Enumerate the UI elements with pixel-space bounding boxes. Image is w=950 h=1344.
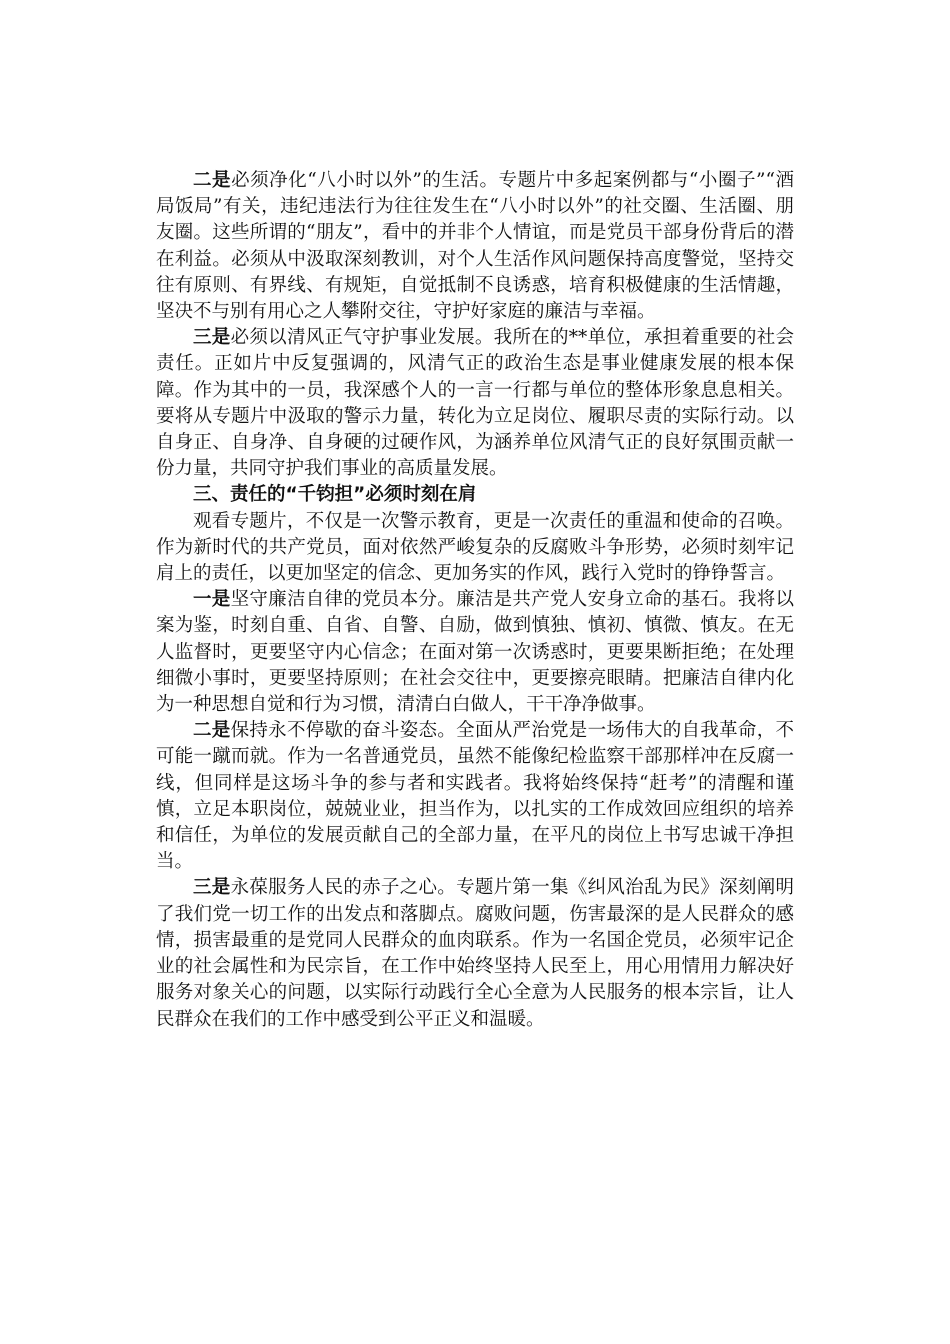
responsibility-point-one <box>156 587 794 718</box>
paragraph-text: 必须以清风正气守护事业发展。我所在的**单位，承担着重要的社会责任。正如片中反复强调的，风清气正的政治生态是事业健康发展的根本保障。作为其中的一员，我深感个人的一言一行都与单位的整体形象息息相关。要将从专题片中汲取的警示力量，转化为立足岗位、履职尽责的实际行动。以自身正、自身净、自身硬的过硬作风，为涵养单位风清气正的良好氛围贡献一份力量，共同守护我们事业的高质量发展。 <box>156 327 794 480</box>
point-lead: 三是 <box>193 877 231 899</box>
paragraph-text: 必须净化“八小时以外”的生活。专题片中多起案例都与“小圈子”“酒局饭局”有关，违纪违法行为往往发生在“八小时以外”的社交圈、生活圈、朋友圈。这些所谓的“朋友”，看中的并非个人情谊，而是党员干部身份背后的潜在利益。必须从中汲取深刻教训，对个人生活作风问题保持高度警觉，坚持交往有原则、有界线、有规矩，自觉抵制不良诱惑，培育积极健康的生活情趣，坚决不与别有用心之人攀附交往，守护好家庭的廉洁与幸福。 <box>156 170 794 323</box>
section-heading: 三、责任的“千钧担”必须时刻在肩 <box>193 484 477 506</box>
point-text: 保持永不停歇的奋斗姿态。全面从严治党是一场伟大的自我革命，不可能一蹴而就。作为一名普通党员，虽然不能像纪检监察干部那样冲在反腐一线，但同样是这场斗争的参与者和实践者。我将始终保持“赶考”的清醒和谨慎，立足本职岗位，兢兢业业，担当作为，以扎实的工作成效回应组织的培养和信任，为单位的发展贡献自己的全部力量，在平凡的岗位上书写忠诚干净担当。 <box>156 720 794 873</box>
document-body <box>156 168 794 1033</box>
point-lead: 二是 <box>193 720 231 742</box>
paragraph-lead: 二是 <box>193 170 232 191</box>
responsibility-point-two <box>156 718 794 875</box>
section-intro: 观看专题片，不仅是一次警示教育，更是一次责任的重温和使命的召唤。作为新时代的共产党员，面对依然严峻复杂的反腐败斗争形势，必须时刻牢记肩上的责任，以更加坚定的信念、更加务实的作风，践行入党时的铮铮誓言。 <box>156 510 794 585</box>
responsibility-point-three <box>156 875 794 1032</box>
paragraph-lead: 三是 <box>193 327 231 349</box>
paragraph-second-point <box>156 168 794 325</box>
point-text: 永葆服务人民的赤子之心。专题片第一集《纠风治乱为民》深刻阐明了我们党一切工作的出发点和落脚点。腐败问题，伤害最深的是人民群众的感情，损害最重的是党同人民群众的血肉联系。作为一名国企党员，必须牢记企业的社会属性和为民宗旨，在工作中始终坚持人民至上，用心用情用力解决好服务对象关心的问题，以实际行动践行全心全意为人民服务的根本宗旨，让人民群众在我们的工作中感受到公平正义和温暖。 <box>156 877 794 1030</box>
point-lead: 一是 <box>193 589 231 611</box>
point-text: 坚守廉洁自律的党员本分。廉洁是共产党人安身立命的基石。我将以案为鉴，时刻自重、自省、自警、自励，做到慎独、慎初、慎微、慎友。在无人监督时，更要坚守内心信念；在面对第一次诱惑时，更要果断拒绝；在处理细微小事时，更要坚持原则；在社会交往中，更要擦亮眼睛。把廉洁自律内化为一种思想自觉和行为习惯，清清白白做人，干干净净做事。 <box>156 589 794 716</box>
paragraph-third-point <box>156 325 794 482</box>
